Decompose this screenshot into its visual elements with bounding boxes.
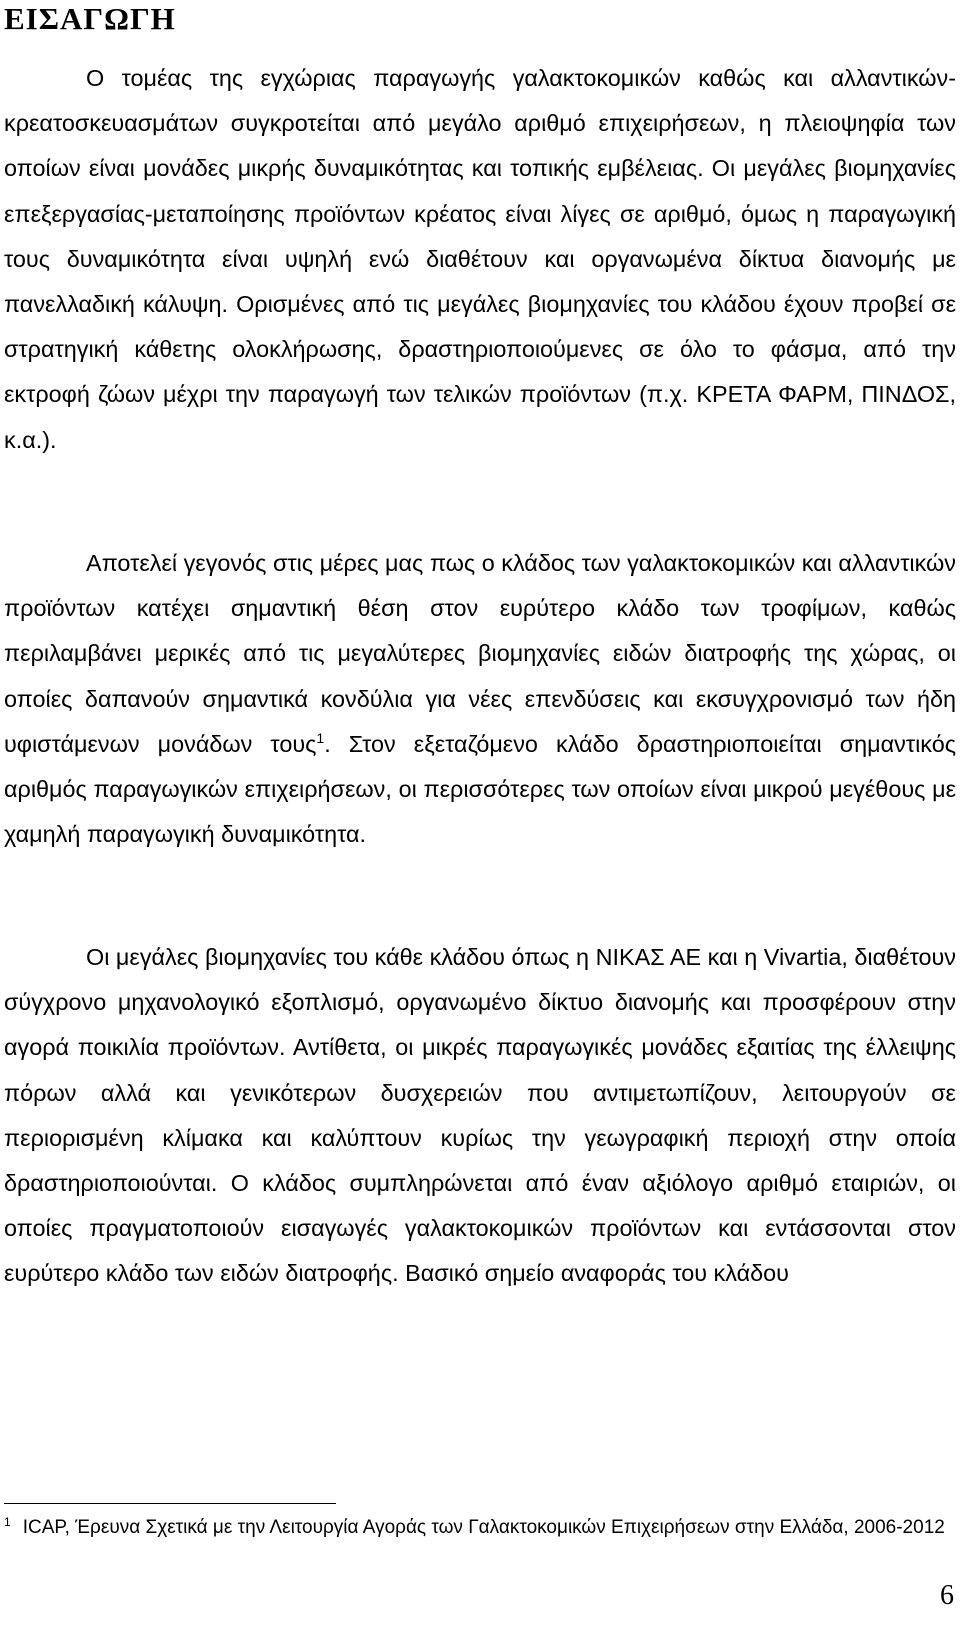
footnote-text: ICAP, Έρευνα Σχετικά με την Λειτουργία Αγοράς των Γαλακτοκομικών Επιχειρήσεων στην Ελλάδα, 2006-2012 (22, 1517, 945, 1538)
footnote-mark: 1 (4, 1514, 11, 1529)
paragraph-2-text-before-note: Αποτελεί γεγονός στις μέρες μας πως ο κλάδος των γαλακτοκομικών και αλλαντικών προϊόντων κατέχει σημαντική θέση στον ευρύτερο κλάδο των τροφίμων, καθώς περιλαμβάνει μερικές από τις μεγαλύτερες βιομηχανίες ειδών διατροφής της χώρας, οι οποίες δαπανούν σημαντικά κονδύλια για νέες επενδύσεις και εκσυγχρονισμό των ήδη υφιστάμενων μονάδων τους (4, 550, 956, 757)
paragraph-2-text-after-note: . Στον εξεταζόμενο κλάδο δραστηριοποιείται σημαντικός αριθμός παραγωγικών επιχειρήσεων, οι περισσότερες των οποίων είναι μικρού μεγέθους με χαμηλή παραγωγική δυναμικότητα. (4, 730, 956, 848)
section-heading: ΕΙΣΑΓΩΓΗ (4, 1, 176, 36)
footnote-reference: 1 (316, 730, 325, 747)
page-number: 6 (940, 1580, 954, 1611)
paragraph-3: Οι μεγάλες βιομηχανίες του κάθε κλάδου όπως η ΝΙΚΑΣ ΑΕ και η Vivartia, διαθέτουν σύγχρονο μηχανολογικό εξοπλισμό, οργανωμένο δίκτυο διανομής και προσφέρουν στην αγορά ποικιλία προϊόντων. Αντίθετα, οι μικρές παραγωγικές μονάδες εξαιτίας της έλλειψης πόρων αλλά και γενικότερων δυσχερειών που αντιμετωπίζουν, λειτουργούν σε περιορισμένη κλίμακα και καλύπτουν κυρίως την γεωγραφική περιοχή στην οποία δραστηριοποιούνται. Ο κλάδος συμπληρώνεται από έναν αξιόλογο αριθμό εταιριών, οι οποίες πραγματοποιούν εισαγωγές γαλακτοκομικών προϊόντων και εντάσσονται στον ευρύτερο κλάδο των ειδών διατροφής. Βασικό σημείο αναφοράς του κλάδου (4, 944, 956, 1287)
footnote (4, 1508, 956, 1547)
paragraph-2 (4, 541, 956, 857)
footnote-separator (4, 1503, 336, 1504)
paragraph-1: Ο τομέας της εγχώριας παραγωγής γαλακτοκομικών καθώς και αλλαντικών-κρεατοσκευασμάτων συγκροτείται από μεγάλο αριθμό επιχειρήσεων, η πλειοψηφία των οποίων είναι μονάδες μικρής δυναμικότητας και τοπικής εμβέλειας. Οι μεγάλες βιομηχανίες επεξεργασίας-μεταποίησης προϊόντων κρέατος είναι λίγες σε αριθμό, όμως η παραγωγική τους δυναμικότητα είναι υψηλή ενώ διαθέτουν και οργανωμένα δίκτυα διανομής με πανελλαδική κάλυψη. Ορισμένες από τις μεγάλες βιομηχανίες του κλάδου έχουν προβεί σε στρατηγική κάθετης ολοκλήρωσης, δραστηριοποιούμενες σε όλο το φάσμα, από την εκτροφή ζώων μέχρι την παραγωγή των τελικών προϊόντων (π.χ. ΚΡΕΤΑ ΦΑΡΜ, ΠΙΝΔΟΣ, κ.α.). (4, 65, 956, 453)
